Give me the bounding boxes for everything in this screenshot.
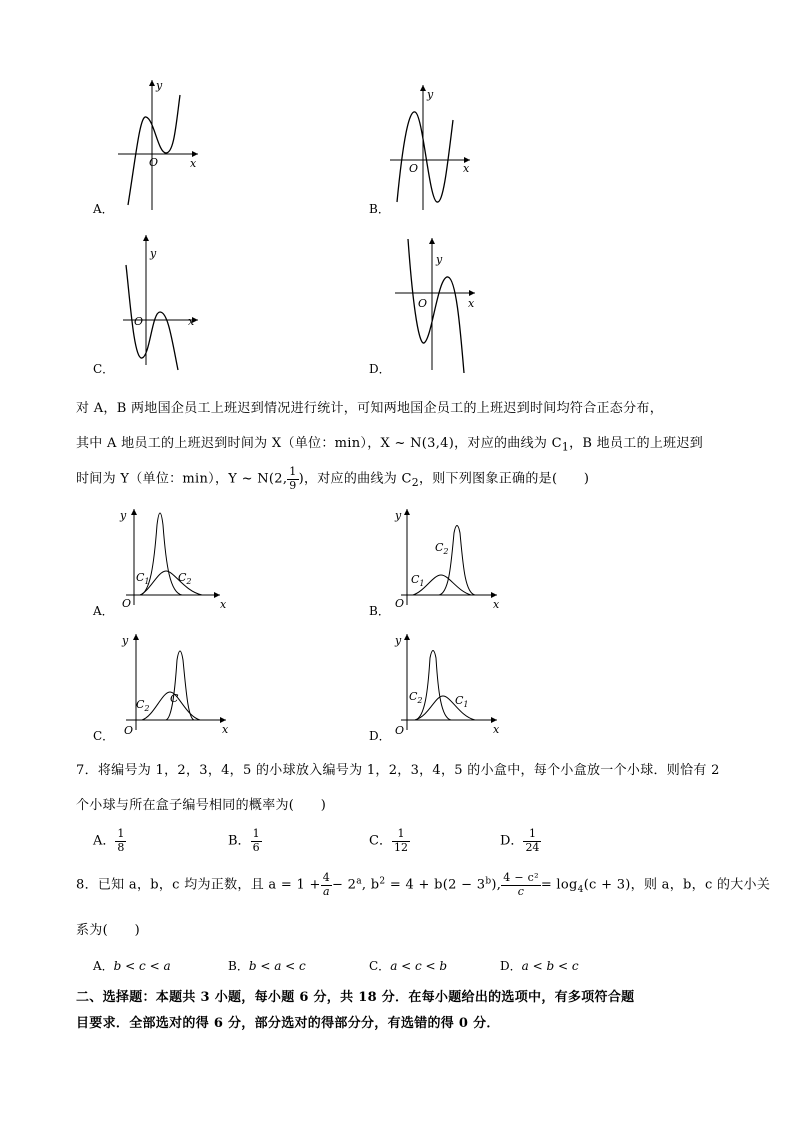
q8-option-b[interactable] <box>228 957 306 974</box>
q5-option-d[interactable]: D． <box>369 362 391 376</box>
x-label: x <box>493 598 500 610</box>
frac-den: 12 <box>393 840 408 854</box>
y-label: y <box>427 88 434 101</box>
q6-option-a[interactable]: A． <box>93 604 114 618</box>
frac-num: 1 <box>117 827 125 840</box>
q8-sup-b: b <box>485 876 492 887</box>
c1-label: $C_1$ <box>136 571 150 586</box>
origin-label: O <box>409 162 419 175</box>
frac-den: 8 <box>117 840 125 854</box>
origin-label: O <box>122 597 132 610</box>
option-label: C． <box>369 833 392 849</box>
c1-label: $C_1$ <box>455 694 469 709</box>
c2-label: $C_2$ <box>435 541 449 556</box>
origin-label: O <box>418 297 428 310</box>
origin-label: O <box>395 597 405 610</box>
q6-line-3 <box>76 466 589 492</box>
q8-sup-2: 2 <box>379 876 386 887</box>
frac-den: a <box>322 884 330 898</box>
q7-option-b[interactable] <box>228 828 262 854</box>
q8-option-c[interactable] <box>369 957 447 974</box>
q7-line-1: 7．将编号为 1，2，3，4，5 的小球放入编号为 1，2，3，4，5 的小盒中，每个小盒放一个小球．则恰有 2 <box>76 763 720 778</box>
y-label: y <box>395 634 402 647</box>
q5-graph-b <box>385 80 480 215</box>
x-label: x <box>220 598 227 610</box>
q7-line-2: 个小球与所在盒子编号相同的概率为( ) <box>76 798 327 813</box>
q8-line-1 <box>76 872 770 898</box>
q7-option-c[interactable] <box>369 828 410 854</box>
c2-label: $C_2$ <box>178 571 192 586</box>
q8-log-base: 4 <box>577 885 584 896</box>
q8-option-d[interactable] <box>500 957 579 974</box>
option-label: D． <box>500 959 522 973</box>
q8-pre: 8．已知 a，b，c 均为正数，且 a = 1 + <box>76 877 321 893</box>
origin-label: O <box>149 156 159 169</box>
x-label: x <box>188 315 195 328</box>
y-label: y <box>122 634 129 647</box>
q5-graph-c <box>118 230 213 375</box>
x-label: x <box>463 162 470 175</box>
frac-num: 1 <box>289 465 297 478</box>
c1-label: $C_1$ <box>411 573 425 588</box>
frac-num: 1 <box>392 828 410 842</box>
q6-text-3b: )，对应的曲线为 C <box>298 471 412 487</box>
frac-den: 6 <box>252 840 260 854</box>
option-label: A． <box>93 959 114 973</box>
q6-graph-a <box>110 505 240 610</box>
q6-text-2b: ，B 地员工的上班迟到 <box>569 436 704 451</box>
q6-option-b[interactable]: B． <box>369 604 390 618</box>
q6-line-1 <box>76 397 663 416</box>
y-label: y <box>150 247 157 260</box>
q8-sup-a: a <box>356 876 362 887</box>
y-label: y <box>436 253 443 266</box>
q8-mid2: , b <box>361 877 380 893</box>
q6-line-2 <box>76 432 703 454</box>
q7-option-d[interactable] <box>500 828 541 854</box>
q8-frac-2 <box>501 872 541 898</box>
x-label: x <box>468 297 475 310</box>
q7-option-a[interactable] <box>93 828 126 854</box>
q6-c1-sub: 1 <box>561 440 570 454</box>
c2-label: $C_2$ <box>409 690 423 705</box>
q8-mid5: = log <box>540 877 578 893</box>
q6-graph-b <box>385 505 515 610</box>
q6-graph-c <box>110 630 240 735</box>
y-label: y <box>395 509 402 522</box>
q6-fraction <box>287 466 298 492</box>
frac-num: 1 <box>252 827 260 840</box>
option-label: B． <box>228 959 249 973</box>
y-label: y <box>120 509 127 522</box>
origin-label: O <box>124 724 134 735</box>
option-label: C． <box>369 959 391 973</box>
q6-text-3a: 时间为 Y（单位：min），Y ~ N(2, <box>76 471 288 487</box>
q8-post: (c + 3)，则 a，b，c 的大小关 <box>583 877 771 893</box>
q6-option-c[interactable]: C． <box>93 729 115 743</box>
q5-graph-a <box>110 75 205 215</box>
q6-c2-sub: 2 <box>411 476 419 490</box>
frac-den: 9 <box>289 478 297 492</box>
option-text: b < a < c <box>248 959 306 973</box>
frac-num: 1 <box>523 828 541 842</box>
q8-mid1: − 2 <box>332 877 357 893</box>
origin-label: O <box>134 315 144 328</box>
y-label: y <box>156 79 163 92</box>
frac-num: 4 − c² <box>503 871 539 884</box>
q6-text-3c: ，则下列图象正确的是( ) <box>418 471 590 487</box>
q8-frac-1 <box>321 872 332 898</box>
option-label: B． <box>228 833 251 849</box>
origin-label: O <box>395 724 405 735</box>
q5-option-b[interactable]: B． <box>369 202 390 216</box>
x-label: x <box>190 157 197 170</box>
x-label: x <box>222 723 229 735</box>
q6-text-1: 对 A，B 两地国企员工上班迟到情况进行统计，可知两地国企员工的上班迟到时间均符合正态分布， <box>76 401 664 416</box>
q5-option-a[interactable]: A． <box>93 202 114 216</box>
option-text: a < b < c <box>521 959 579 973</box>
q8-mid3: = 4 + b(2 − 3 <box>385 877 486 893</box>
section-2-line-2: 目要求．全部选对的得 6 分，部分选对的得部分分，有选错的得 0 分． <box>76 1016 500 1031</box>
q6-option-d[interactable]: D． <box>369 729 391 743</box>
q5-graph-d <box>390 235 485 375</box>
option-label: D． <box>500 833 524 849</box>
q8-mid4: ), <box>491 877 502 893</box>
c2-label: $C_2$ <box>136 698 150 713</box>
frac-den: 24 <box>525 840 540 854</box>
c1-label: C <box>170 692 179 705</box>
q8-option-a[interactable] <box>93 957 171 974</box>
q6-text-2a: 其中 A 地员工的上班迟到时间为 X（单位：min），X ~ N(3,4)，对应的曲线为 C <box>76 436 562 451</box>
section-2-line-1: 二、选择题：本题共 3 小题，每小题 6 分，共 18 分．在每小题给出的选项中，有多项符合题 <box>76 990 635 1005</box>
option-text: b < c < a <box>113 959 171 973</box>
frac-den: c <box>517 884 525 898</box>
q5-option-c[interactable]: C． <box>93 362 115 376</box>
option-text: a < c < b <box>390 959 448 973</box>
x-label: x <box>493 723 500 735</box>
q8-line-2: 系为( ) <box>76 923 140 938</box>
q6-graph-d <box>385 630 515 735</box>
option-label: A． <box>93 833 116 849</box>
frac-num: 4 <box>322 871 331 884</box>
